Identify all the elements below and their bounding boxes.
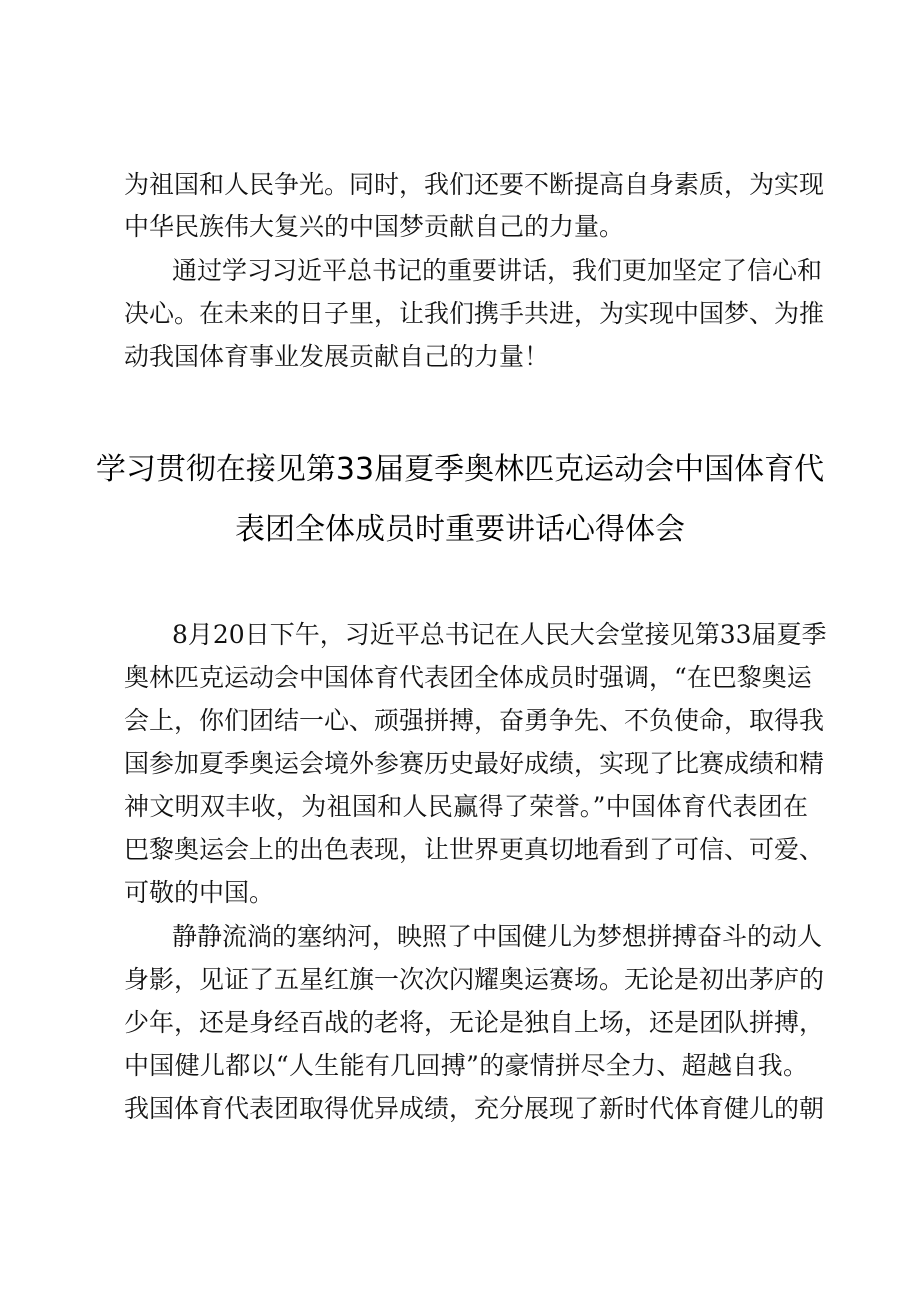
intro-line-1: 为祖国和人民争光。同时，我们还要不断提高自身素质，为实现 bbox=[124, 170, 825, 199]
intro-line-2: 中华民族伟大复兴的中国梦贡献自己的力量。 bbox=[124, 212, 625, 241]
article-title-line-1: 学习贯彻在接见第33届夏季奥林匹克运动会中国体育代 bbox=[95, 452, 825, 487]
paragraph-2-line-4: 中国健儿都以“人生能有几回搏”的豪情拼尽全力、超越自我。 bbox=[124, 1051, 808, 1080]
paragraph-2-line-2: 身影，见证了五星红旗一次次闪耀奥运赛场。无论是初出茅庐的 bbox=[124, 965, 825, 994]
paragraph-1-line-5: 神文明双丰收，为祖国和人民赢得了荣誉。”中国体育代表团在 bbox=[124, 792, 808, 821]
paragraph-1-line-3: 会上，你们团结一心、顽强拼搏，奋勇争先、不负使命，取得我 bbox=[124, 706, 825, 735]
intro-line-4: 决心。在未来的日子里，让我们携手共进，为实现中国梦、为推 bbox=[124, 299, 825, 328]
intro-line-5: 动我国体育事业发展贡献自己的力量！ bbox=[124, 342, 550, 371]
paragraph-2-line-1: 静静流淌的塞纳河，映照了中国健儿为梦想拼搏奋斗的动人 bbox=[172, 922, 823, 951]
paragraph-1-line-6: 巴黎奥运会上的出色表现，让世界更真切地看到了可信、可爱、 bbox=[124, 835, 825, 864]
paragraph-2-line-5: 我国体育代表团取得优异成绩，充分展现了新时代体育健儿的朝 bbox=[124, 1094, 825, 1123]
paragraph-1-line-1: 8月20日下午，习近平总书记在人民大会堂接见第33届夏季 bbox=[172, 620, 827, 649]
paragraph-1-line-2: 奥林匹克运动会中国体育代表团全体成员时强调，“在巴黎奥运 bbox=[124, 663, 812, 692]
intro-line-3: 通过学习习近平总书记的重要讲话，我们更加坚定了信心和 bbox=[172, 256, 823, 285]
article-title-line-2: 表团全体成员时重要讲话心得体会 bbox=[235, 512, 685, 547]
paragraph-1-line-4: 国参加夏季奥运会境外参赛历史最好成绩，实现了比赛成绩和精 bbox=[124, 749, 825, 778]
paragraph-1-line-7: 可敬的中国。 bbox=[124, 878, 275, 907]
paragraph-2-line-3: 少年，还是身经百战的老将，无论是独自上场，还是团队拼搏， bbox=[124, 1008, 825, 1037]
